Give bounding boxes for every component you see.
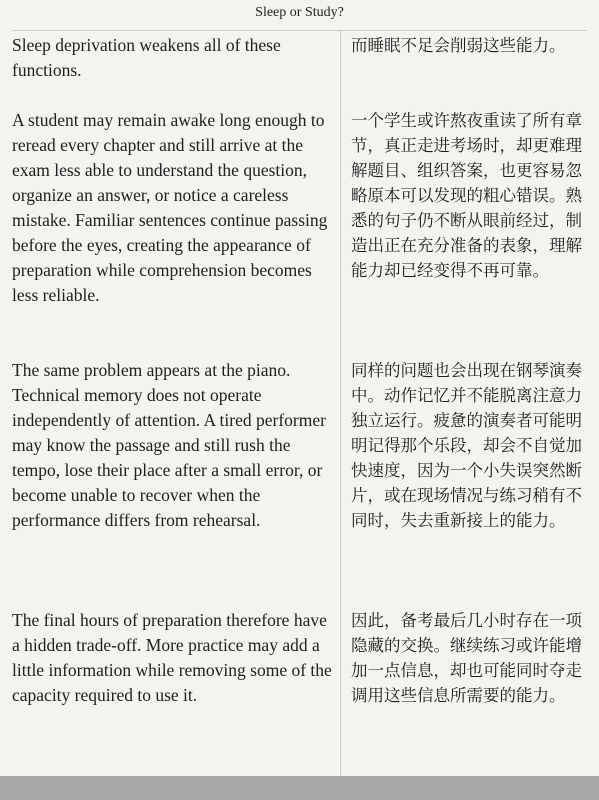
- english-paragraph-4: The final hours of preparation therefore have a hidden trade-off. More practice may add a little information while removing some of the capacity required to use it.: [12, 610, 332, 705]
- column-divider: [340, 31, 341, 776]
- english-paragraph-3: The same problem appears at the piano. Technical memory does not operate independently of attention. A tired performer may know the passage and still rush the tempo, lose their place after a small error, or become unable to recover when the performance differs from rehearsal.: [12, 360, 326, 530]
- chinese-paragraph-3: 同样的问题也会出现在钢琴演奏中。动作记忆并不能脱离注意力独立运行。疲惫的演奏者可能明明记得那个乐段，却会不自觉加快速度，因为一个小失误突然断片，或在现场情况与练习稍有不同时，失去重新接上的能力。: [351, 361, 582, 530]
- english-paragraph-1: Sleep deprivation weakens all of these functions.: [12, 35, 281, 80]
- chinese-paragraph-2: 一个学生或许熬夜重读了所有章节，真正走进考场时，却更难理解题目、组织答案，也更容易忽略原本可以发现的粗心错误。熟悉的句子仍不断从眼前经过，制造出正在充分准备的表象，理解能力却已经变得不再可靠。: [351, 111, 582, 280]
- english-paragraph-2: A student may remain awake long enough to reread every chapter and still arrive at the exam less able to understand the question, organize an answer, or notice a careless mistake. Familiar sentences continue passing before the eyes, creating the appearance of preparation while comprehension becomes less reliable.: [12, 110, 328, 305]
- chinese-paragraph-1: 而睡眠不足会削弱这些能力。: [351, 36, 566, 55]
- header-divider: [12, 30, 587, 31]
- chinese-paragraph-4: 因此，备考最后几小时存在一项隐藏的交换。继续练习或许能增加一点信息，却也可能同时夺走调用这些信息所需要的能力。: [351, 611, 582, 705]
- page-title: Sleep or Study?: [255, 5, 344, 20]
- bottom-bar: [0, 776, 599, 800]
